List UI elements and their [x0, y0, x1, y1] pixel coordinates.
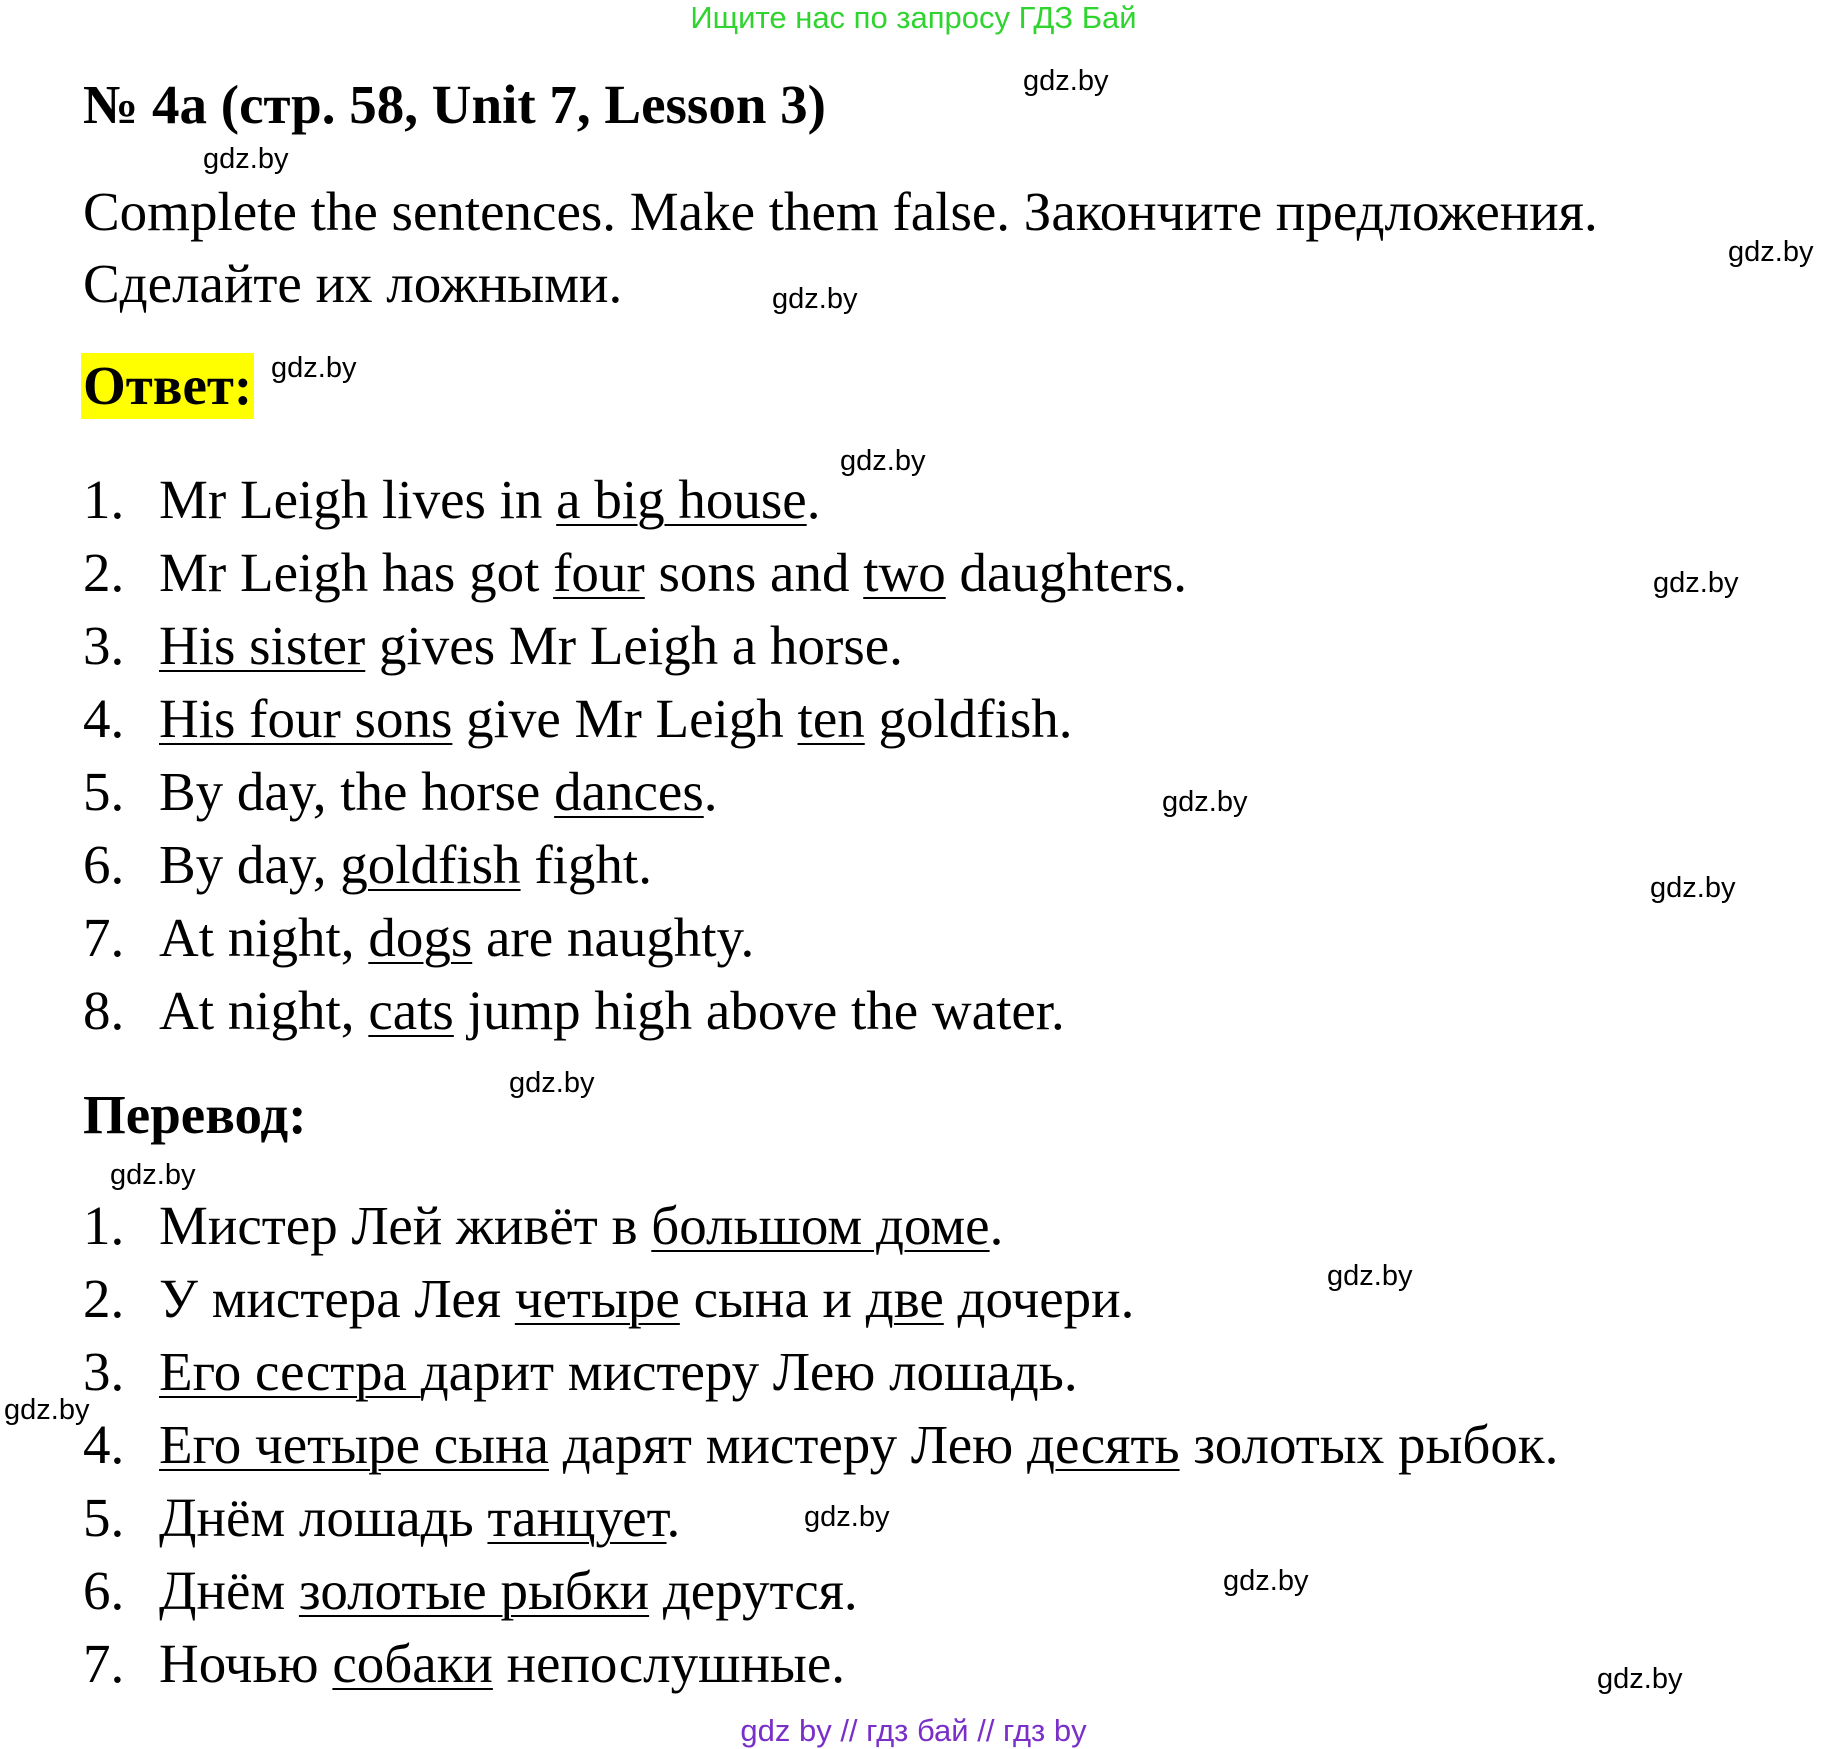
- text-segment: дочери.: [943, 1268, 1135, 1329]
- underlined-phrase: dances: [554, 761, 704, 822]
- translation-item: [83, 1335, 1558, 1408]
- underlined-phrase: Его сестра: [159, 1341, 421, 1402]
- underlined-phrase: four: [553, 542, 645, 603]
- underlined-phrase: золотые рыбки: [298, 1560, 650, 1621]
- underlined-phrase: a big house: [556, 469, 807, 530]
- watermark: gdz.by: [840, 445, 926, 477]
- answer-item: [83, 536, 1187, 609]
- text-segment: .: [806, 469, 821, 530]
- translation-item: [83, 1189, 1558, 1262]
- underlined-phrase: cats: [368, 980, 454, 1041]
- watermark: gdz.by: [110, 1159, 196, 1191]
- text-segment: .: [989, 1195, 1004, 1256]
- item-number: 1.: [83, 469, 125, 530]
- item-number: 6.: [83, 1560, 125, 1621]
- item-number: 4.: [83, 1414, 125, 1475]
- answer-item: [83, 974, 1187, 1047]
- text-segment: .: [666, 1487, 681, 1548]
- text-segment: дарят мистеру Лею: [548, 1414, 1027, 1475]
- item-text: [159, 463, 820, 536]
- answer-item: [83, 682, 1187, 755]
- item-text: [159, 1335, 1078, 1408]
- item-text: [159, 1481, 680, 1554]
- page-title: № 4a (стр. 58, Unit 7, Lesson 3): [83, 74, 826, 135]
- answer-item: [83, 609, 1187, 682]
- watermark: gdz.by: [1023, 65, 1109, 97]
- watermark: gdz.by: [4, 1394, 90, 1426]
- answer-item: [83, 901, 1187, 974]
- text-segment: непослушные.: [492, 1633, 846, 1694]
- answer-list: [83, 463, 1187, 1047]
- underlined-phrase: two: [863, 542, 946, 603]
- item-text: [159, 536, 1187, 609]
- watermark: gdz.by: [1653, 567, 1739, 599]
- translation-item: [83, 1554, 1558, 1627]
- watermark: gdz.by: [1223, 1565, 1309, 1597]
- text-segment: дерутся.: [649, 1560, 858, 1621]
- watermark: gdz.by: [772, 283, 858, 315]
- translation-item: [83, 1408, 1558, 1481]
- text-segment: By day, the horse: [159, 761, 555, 822]
- translation-heading: Перевод:: [83, 1084, 307, 1145]
- item-text: [159, 609, 903, 682]
- bottom-banner: gdz by // гдз бай // гдз by: [740, 1713, 1087, 1748]
- text-segment: дарит мистеру Лею лошадь.: [420, 1341, 1078, 1402]
- item-number: 2.: [83, 1268, 125, 1329]
- item-number: 2.: [83, 542, 125, 603]
- text-segment: By day,: [159, 834, 341, 895]
- answer-heading: Ответ:: [81, 353, 254, 419]
- text-segment: daughters.: [945, 542, 1188, 603]
- underlined-phrase: четыре: [514, 1268, 680, 1329]
- watermark: gdz.by: [509, 1067, 595, 1099]
- watermark: gdz.by: [1650, 872, 1736, 904]
- underlined-phrase: goldfish: [340, 834, 521, 895]
- item-number: 3.: [83, 615, 125, 676]
- item-number: 7.: [83, 907, 125, 968]
- text-segment: Днём лошадь: [159, 1487, 488, 1548]
- text-segment: sons and: [644, 542, 864, 603]
- underlined-phrase: dogs: [368, 907, 473, 968]
- underlined-phrase: две: [865, 1268, 944, 1329]
- translation-item: [83, 1627, 1558, 1700]
- text-segment: Mr Leigh has got: [159, 542, 554, 603]
- text-segment: Днём: [159, 1560, 299, 1621]
- underlined-phrase: ten: [797, 688, 865, 749]
- watermark: gdz.by: [203, 143, 289, 175]
- text-segment: Mr Leigh lives in: [159, 469, 557, 530]
- watermark: gdz.by: [804, 1501, 890, 1533]
- item-text: [159, 901, 754, 974]
- item-number: 3.: [83, 1341, 125, 1402]
- text-segment: At night,: [159, 980, 369, 1041]
- watermark: gdz.by: [271, 352, 357, 384]
- text-segment: золотых рыбок.: [1179, 1414, 1559, 1475]
- text-segment: У мистера Лея: [159, 1268, 515, 1329]
- underlined-phrase: танцует: [487, 1487, 667, 1548]
- answer-item: [83, 463, 1187, 536]
- item-number: 5.: [83, 1487, 125, 1548]
- text-segment: are naughty.: [472, 907, 755, 968]
- underlined-phrase: Его четыре сына: [159, 1414, 549, 1475]
- text-segment: goldfish.: [864, 688, 1073, 749]
- answer-item: [83, 828, 1187, 901]
- text-segment: Мистер Лей живёт в: [159, 1195, 652, 1256]
- text-segment: сына и: [679, 1268, 866, 1329]
- item-number: 6.: [83, 834, 125, 895]
- top-banner: Ищите нас по запросу ГДЗ Бай: [690, 0, 1137, 35]
- watermark: gdz.by: [1162, 786, 1248, 818]
- item-number: 1.: [83, 1195, 125, 1256]
- item-text: [159, 1627, 845, 1700]
- item-text: [159, 1408, 1558, 1481]
- item-text: [159, 974, 1065, 1047]
- item-number: 5.: [83, 761, 125, 822]
- item-text: [159, 828, 652, 901]
- underlined-phrase: His sister: [159, 615, 366, 676]
- underlined-phrase: большом доме: [651, 1195, 990, 1256]
- text-segment: .: [703, 761, 718, 822]
- item-text: [159, 682, 1073, 755]
- text-segment: fight.: [520, 834, 652, 895]
- item-number: 7.: [83, 1633, 125, 1694]
- item-number: 8.: [83, 980, 125, 1041]
- text-segment: Ночью: [159, 1633, 333, 1694]
- text-segment: At night,: [159, 907, 369, 968]
- underlined-phrase: десять: [1027, 1414, 1180, 1475]
- item-text: [159, 1554, 858, 1627]
- watermark: gdz.by: [1728, 236, 1814, 268]
- text-segment: give Mr Leigh: [452, 688, 798, 749]
- watermark: gdz.by: [1597, 1663, 1683, 1695]
- task-instruction: Complete the sentences. Make them false. Закончите предложения. Сделайте их ложными.: [83, 181, 1598, 314]
- answer-item: [83, 755, 1187, 828]
- text-segment: jump high above the water.: [453, 980, 1065, 1041]
- item-text: [159, 1262, 1134, 1335]
- underlined-phrase: собаки: [332, 1633, 493, 1694]
- item-text: [159, 755, 718, 828]
- item-number: 4.: [83, 688, 125, 749]
- text-segment: gives Mr Leigh a horse.: [365, 615, 903, 676]
- item-text: [159, 1189, 1003, 1262]
- watermark: gdz.by: [1327, 1260, 1413, 1292]
- underlined-phrase: His four sons: [159, 688, 453, 749]
